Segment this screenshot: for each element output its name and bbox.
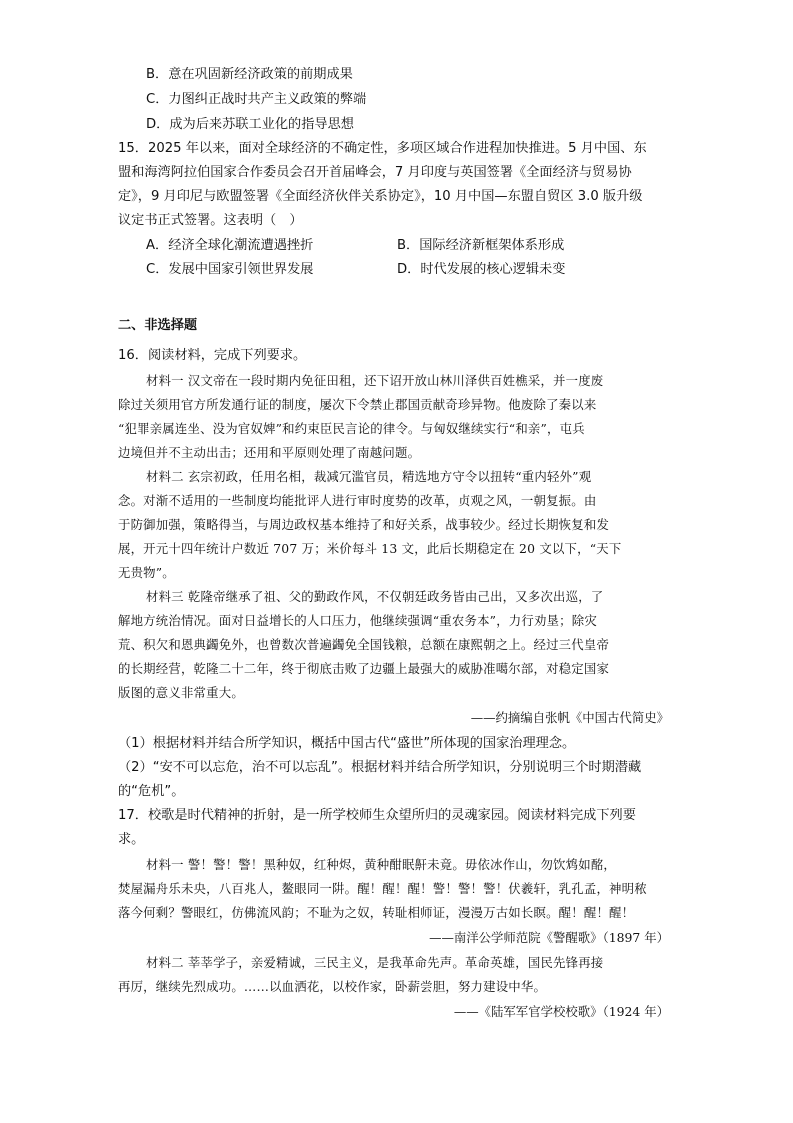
q16-material-line: 于防御加强，策略得当，与周边政权基本维持了和好关系，战事较少。经过长期恢复和发 bbox=[118, 517, 610, 532]
q16-material-line: 荒、积欠和恩典蠲免外，也曾数次普遍蠲免全国钱粮，总额在康熙朝之上。经过三代皇帝 bbox=[118, 637, 610, 652]
q15-stem-line: 盟和海湾阿拉伯国家合作委员会召开首届峰会，7 月印度与英国签署《全面经济与贸易协 bbox=[118, 165, 632, 180]
q15-option-b: B．国际经济新框架体系形成 bbox=[397, 238, 565, 253]
q15-option-a: A．经济全球化潮流遭遇挫折 bbox=[146, 238, 314, 253]
q16-material-line: 版图的意义非常重大。 bbox=[118, 685, 244, 700]
q14-option-d: D．成为后来苏联工业化的指导思想 bbox=[146, 117, 354, 132]
q16-material-line: 展，开元十四年统计户数近 707 万；米价每斗 13 文，此后长期稳定在 20 文以下，“天下 bbox=[118, 541, 622, 556]
q16-material-line: 材料二 玄宗初政，任用名相，裁减冗滥官员，精选地方守令以扭转“重内轻外”观 bbox=[146, 469, 592, 484]
q14-option-c: C．力图纠正战时共产主义政策的弊端 bbox=[146, 92, 367, 107]
q15-stem-line: 定》，9 月印尼与欧盟签署《全面经济伙伴关系协定》，10 月中国—东盟自贸区 3.0 版升级 bbox=[118, 189, 643, 204]
q16-material-line: 念。对渐不适用的一些制度均能批评人进行审时度势的改革，贞观之风，一朝复振。由 bbox=[118, 493, 597, 508]
q17-stem-line: 求。 bbox=[118, 832, 145, 847]
q16-stem: 16．阅读材料，完成下列要求。 bbox=[118, 348, 307, 363]
q17-material2-source: ——《陆军军官学校校歌》（1924 年） bbox=[453, 1004, 669, 1019]
q17-material1-line: 材料一 警！警！警！黑种奴，红种烬，黄种酣眠鼾未竟。毋依冰作山，勿饮鸩如酩， bbox=[146, 857, 616, 872]
q16-material-line: “犯罪亲属连坐、没为官奴婢”和约束臣民言论的律令。与匈奴继续实行“和亲”，屯兵 bbox=[118, 421, 585, 436]
q15-option-c: C．发展中国家引领世界发展 bbox=[146, 262, 314, 277]
q16-material-line: 的长期经营，乾隆二十二年，终于彻底击败了边疆上最强大的威胁准噶尔部，对稳定国家 bbox=[118, 661, 610, 676]
q16-material-line: 材料三 乾隆帝继承了祖、父的勤政作风，不仅朝廷政务皆由己出，又多次出巡，了 bbox=[146, 589, 604, 604]
q16-question-2: （2）“安不可以忘危，治不可以忘乱”。根据材料并结合所学知识，分别说明三个时期潜藏 bbox=[118, 760, 642, 775]
q16-material-line: 除过关须用官方所发通行证的制度，屡次下令禁止郡国贡献奇珍异物。他废除了秦以来 bbox=[118, 397, 597, 412]
q15-option-d: D．时代发展的核心逻辑未变 bbox=[397, 262, 566, 277]
section-title: 二、非选择题 bbox=[118, 318, 198, 333]
q17-material1-line: 落今何剩？警眼红，仿佛流风韵；不耻为之奴，转耻相师证，漫漫万古如长瞑。醒！醒！醒！ bbox=[118, 905, 635, 920]
q16-material-line: 边境但并不主动出击；还用和平原则处理了南越问题。 bbox=[118, 445, 421, 460]
q17-material2-line: 再厉，继续先烈成功。……以血洒花，以校作家，卧薪尝胆，努力建设中华。 bbox=[118, 979, 547, 994]
q15-stem-line: 15．2025 年以来，面对全球经济的不确定性，多项区域合作进程加快推进。5 月中国、东 bbox=[118, 141, 647, 156]
q17-material2-line: 材料二 莘莘学子，亲爱精诚，三民主义，是我革命先声。革命英雄，国民先锋再接 bbox=[146, 955, 604, 970]
q17-material1-line: 焚屋漏舟乐未央，八百兆人，鳌眼同一阱。醒！醒！醒！警！警！警！伏羲轩，乳孔孟，神明秾 bbox=[118, 881, 647, 896]
q16-question-2-cont: 的“危机”。 bbox=[118, 784, 185, 799]
q16-material-line: 解地方统治情况。面对日益增长的人口压力，他继续强调“重农务本”，力行劝垦；除灾 bbox=[118, 613, 597, 628]
q17-material1-source: ——南洋公学师范院《警醒歌》（1897 年） bbox=[429, 930, 669, 945]
q14-option-b: B．意在巩固新经济政策的前期成果 bbox=[146, 67, 353, 82]
q16-source: ——约摘编自张帆《中国古代简史》 bbox=[470, 710, 669, 725]
q15-stem-line: 议定书正式签署。这表明（ ） bbox=[118, 213, 303, 228]
q16-material-line: 材料一 汉文帝在一段时期内免征田租，还下诏开放山林川泽供百姓樵采，并一度废 bbox=[146, 373, 604, 388]
q16-question-1: （1）根据材料并结合所学知识，概括中国古代“盛世”所体现的国家治理理念。 bbox=[118, 736, 576, 751]
q17-stem-line: 17．校歌是时代精神的折射，是一所学校师生众望所归的灵魂家园。阅读材料完成下列要 bbox=[118, 808, 636, 823]
q16-material-line: 无贵物”。 bbox=[118, 565, 175, 580]
